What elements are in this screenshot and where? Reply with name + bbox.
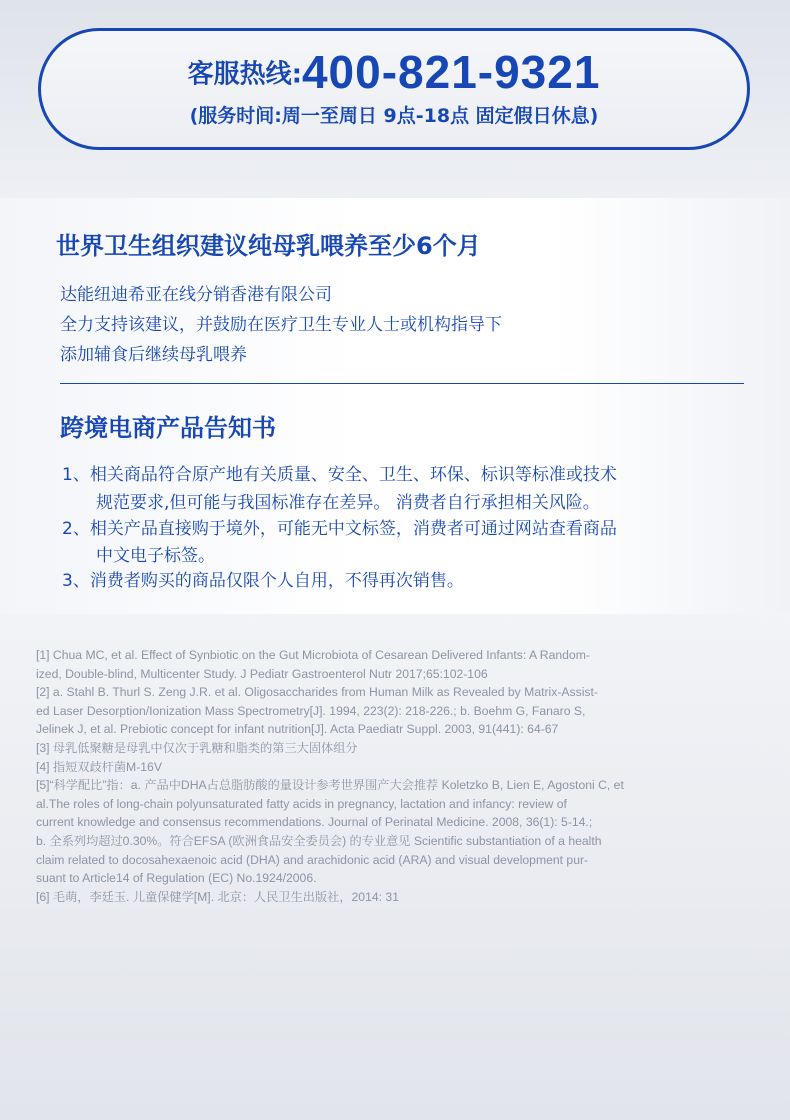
notice-item: 1、相关商品符合原产地有关质量、安全、卫生、环保、标识等标准或技术 <box>62 465 617 485</box>
reference-line: ized, Double-blind, Multicenter Study. J Pediatr Gastroenterol Nutr 2017;65:102-106 <box>36 666 488 681</box>
section-divider <box>60 383 744 384</box>
notice-item: 规范要求,但可能与我国标准存在差异。 消费者自行承担相关风险。 <box>96 493 600 513</box>
notice-item: 中文电子标签。 <box>96 546 215 566</box>
reference-line: [5]“科学配比”指：a. 产品中DHA占总脂肪酸的量设计参考世界围产大会推荐 Koletzko B, Lien E, Agostoni C, et <box>36 778 624 793</box>
notice-item: 3、消费者购买的商品仅限个人自用，不得再次销售。 <box>62 571 464 591</box>
references <box>36 646 748 906</box>
hotline-number: 400-821-9321 <box>301 46 601 98</box>
reference-line: [6] 毛萌，李廷玉. 儿童保健学[M]. 北京：人民卫生出版社，2014: 31 <box>36 889 399 904</box>
reference-line: Jelinek J, et al. Prebiotic concept for infant nutrition[J]. Acta Paediatr Suppl. 2003, 91(441): 64-67 <box>36 722 559 737</box>
hotline-main <box>41 45 747 99</box>
notice-title: 跨境电商产品告知书 <box>60 414 276 442</box>
reference-line: [2] a. Stahl B. Thurl S. Zeng J.R. et al. Oligosaccharides from Human Milk as Revealed by Matrix-Assist- <box>36 685 598 700</box>
hotline-label: 客服热线: <box>187 59 302 90</box>
reference-line: [1] Chua MC, et al. Effect of Synbiotic on the Gut Microbiota of Cesarean Delivered Infants: A Random- <box>36 648 590 662</box>
hotline-banner <box>38 28 750 150</box>
reference-line: b. 全系列均超过0.30%。符合EFSA (欧洲食品安全委员会) 的专业意见 Scientific substantiation of a health <box>36 833 602 848</box>
who-line: 添加辅食后继续母乳喂养 <box>60 345 247 365</box>
reference-line: al.The roles of long-chain polyunsaturated fatty acids in pregnancy, lactation and infancy: review of <box>36 796 567 811</box>
reference-line: suant to Article14 of Regulation (EC) No.1924/2006. <box>36 871 317 886</box>
reference-line: [3] 母乳低聚糖是母乳中仅次于乳糖和脂类的第三大固体组分 <box>36 740 358 755</box>
reference-line: ed Laser Desorption/Ionization Mass Spectrometry[J]. 1994, 223(2): 218-226.; b. Boehm G, Fanaro S, <box>36 703 586 718</box>
notice-item: 2、相关产品直接购于境外，可能无中文标签，消费者可通过网站查看商品 <box>62 519 617 539</box>
who-title: 世界卫生组织建议纯母乳喂养至少6个月 <box>56 232 481 260</box>
reference-line: claim related to docosahexaenoic acid (DHA) and arachidonic acid (ARA) and visual development pur- <box>36 852 589 867</box>
hotline-hours: (服务时间:周一至周日 9点-18点 固定假日休息) <box>189 105 599 127</box>
reference-line: current knowledge and consensus recommendations. Journal of Perinatal Medicine. 2008, 36(1): 5-14.; <box>36 815 593 830</box>
who-line: 全力支持该建议，并鼓励在医疗卫生专业人士或机构指导下 <box>60 315 502 335</box>
reference-line: [4] 指短双歧杆菌M-16V <box>36 759 162 774</box>
who-line: 达能纽迪希亚在线分销香港有限公司 <box>60 285 332 305</box>
